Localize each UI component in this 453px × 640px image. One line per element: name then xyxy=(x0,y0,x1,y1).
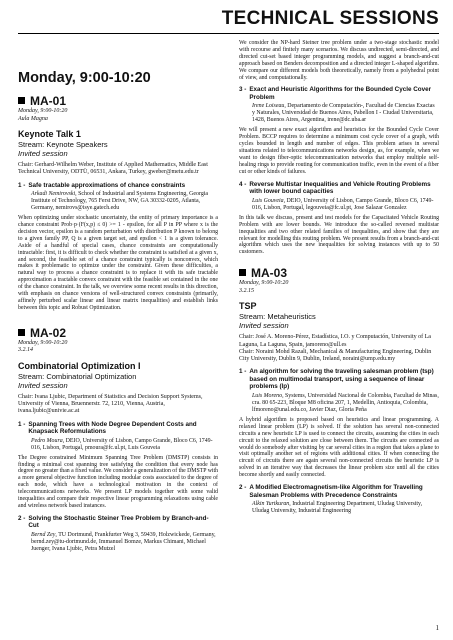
session-type: Invited session xyxy=(239,321,289,331)
talk-speaker: Irene Loiseau xyxy=(252,103,285,110)
talk-authors xyxy=(239,501,439,515)
session-stream: Stream: Metaheuristics xyxy=(239,312,316,322)
session-room: Aula Magna xyxy=(18,115,48,122)
talk-speaker: Pedro Moura xyxy=(31,437,63,444)
talk-affiliation: , DEIO, University of Lisbon, Campo Grande, Bloco C6, 1749-016, Lisbon, Portugal, legouveia@fc.ul.pt, Jose Salazar Gonzalez xyxy=(252,197,434,211)
talk-authors xyxy=(239,393,439,414)
continued-abstract: We consider the NP-hard Steiner tree problem under a two-stage stochastic model with recourse and finitely many scenarios. We discuss undirected, semi-directed, and directed cut-set based integer programming models, and suggest a branch-and-cut approach based on Benders decomposition and a directed integer L-shaped algorithm. We compare our different models both theoretically, namely from a polyhedral point of view, and computationally. xyxy=(239,40,439,81)
session-ma-01 xyxy=(18,94,218,312)
talk-title-text: An algorithm for solving the traveling salesman problem (tsp) based on multimodal transport, using a sequence of linear problems (lp) xyxy=(249,368,434,391)
talk-title-text: Spanning Trees with Node Degree Dependent Costs and Knapsack Reformulations xyxy=(28,420,197,436)
session-track: Keynote Talk 1 xyxy=(18,129,81,139)
talk-abstract: In this talk we discuss, present and test models for the Capacitated Vehicle Routing Problem with are lower bounds. We introduce the so-called reversed multistar inequalities and two other related families of inequalities, and show that they are relevant for modelling this routing problem. We present results from a branch-and-cut algorithm which uses the new inequalities for solving instances with up to 50 customers. xyxy=(239,214,439,256)
talk-title xyxy=(239,86,439,101)
session-ma-02 xyxy=(18,326,218,553)
session-stream: Stream: Combinatorial Optimization xyxy=(18,371,137,381)
talk-number: 1 - xyxy=(239,368,247,376)
talk-title xyxy=(18,421,218,436)
talk-number: 1 - xyxy=(18,420,26,428)
talk-abstract: A hybrid algorithm is proposed based on heuristics and linear programming. A relaxed linear problem (LP) is solved. If the solution has several non-connected circuits a new heuristic LP is used to connect the circuits, assuming the cities in each circuit to the relaxed solution are close between them. The circuits are connected as would do somebody after visiting by car several cities in a region that takes a plane to visit optimally another set of regions with additional cities. If when connecting the circuit of circuits there are again several non-connected circuits the heuristic LP is solved in an iterative way that decreases the linear problem size until all the cities become shortly and easily connected. xyxy=(239,416,439,479)
session-time: Monday, 9:00-10:20 xyxy=(18,339,68,346)
talk-authors xyxy=(239,103,439,124)
page-number: 1 xyxy=(435,624,439,632)
talk-speaker: Arkadi Nemirovski xyxy=(31,191,76,198)
header-title: TECHNICAL SESSIONS xyxy=(221,8,439,29)
talk-title-text: A Modified Electromagnetism-like Algorithm for Travelling Salesman Problems with Precedence Constraints xyxy=(249,484,423,499)
talk-affiliation: , DEIO, University of Lisbon, Campo Grande, Bloco C6, 1749-016, Lisbon, Portugal, pmoura@fc.ul.pt, Luis Gouveia xyxy=(31,437,213,451)
session-track: TSP xyxy=(239,301,257,312)
talk-authors xyxy=(18,191,218,212)
talk-speaker: Luis Moreno xyxy=(252,392,283,399)
talk-abstract: We will present a new exact algorithm and heuristics for the Bounded Cycle Cover Problem. BCCP requires to determine a minimum cost cycle cover of a graph, with cycles bounded in length and number of edges. This problem arises in several situations related to telecommunications networks design, as, for example, when we want to design fiber-optic telecommunication networks that employ multiple self-healing rings to provide routing for communication traffic, even in the event of a fiber cut or other kinds of failures. xyxy=(239,127,439,175)
talk-speaker: Alkin Yurtkuran xyxy=(252,501,290,508)
talk-title xyxy=(239,181,439,196)
square-bullet-icon xyxy=(18,97,25,104)
talk-title xyxy=(18,182,218,190)
talk-number: 2 - xyxy=(18,514,26,522)
talk-title xyxy=(18,515,218,530)
session-code-label: MA-03 xyxy=(251,266,288,281)
talk-authors xyxy=(239,198,439,212)
talk-title-text: Solving the Stochastic Steiner Tree Problem by Branch-and-Cut xyxy=(28,514,209,530)
talk-title xyxy=(239,368,439,391)
talk-title xyxy=(239,484,439,499)
talk-abstract: The Degree constrained Minimum Spanning Tree Problem (DMSTP) consists in finding a minimal cost spanning tree satisfying the condition that every node has degree no greater than a fixed value. We consider a generalization of the DMSTP with a more general objective function including modular costs associated to the degree of each node, which have a technological motivation in the context of telecommunications networks. We present LP models together with some valid inequalities and compare their respective linear programming relaxations using cable and wireless network based instances. xyxy=(18,454,218,510)
talk-affiliation: , School of Industrial and Systems Engineering, Georgia Institute of Technology, 765 Ferst Drive, NW, GA 30332-0205, Atlanta, Germany, nemirovs@isye.gatech.edu xyxy=(31,191,209,212)
right-column xyxy=(239,40,439,515)
session-chair: Chair: José A. Moreno-Pérez, Estadística, I.O. y Computación, University of La Laguna, La Laguna, Spain, jamoreno@ull.es xyxy=(239,334,431,348)
session-stream: Stream: Keynote Speakers xyxy=(18,140,108,149)
session-chair: Chair: Ivana Ljubic, Department of Statistics and Decision Support Systems, University of Vienna, Bruennerstr. 72, 1210, Vienna, Austria, ivana.ljubic@univie.ac.at xyxy=(18,393,203,415)
square-bullet-icon xyxy=(239,269,246,276)
session-room: 3.2.14 xyxy=(18,347,33,354)
talk-title-text: Safe tractable approximations of chance constraints xyxy=(28,181,186,189)
header-rule xyxy=(18,33,439,34)
session-code xyxy=(239,266,439,280)
talk-affiliation: , Systems, Universidad Nacional de Colombia, Facultad de Minas, cra. 80 65-223, Bloque M8 oficina 207, 1, Medellin, Antioquia, Colombia, lfmoreno@unal.edu.co, Javier Diaz, Gloria Peña xyxy=(252,392,439,413)
session-track: Combinatorial Optimization I xyxy=(18,360,141,371)
talk-affiliation: , Departamento de Computación-, Facultad de Ciencias Exactas y Naturales, Universidad de Buenos Aires, Pabellon I - Ciudad Universitaria, 1428, Buenos Aires, Argentina, irene@dc.uba.ar xyxy=(252,103,435,124)
session-chair-2: Chair: Noraini Mohd Razali, Mechanical & Manufacturing Engineering, Dublin City University, Dublin 9, Dublin, Ireland, noraini@ump.edu.my xyxy=(239,348,432,363)
square-bullet-icon xyxy=(18,329,25,336)
talk-affiliation: , TU Dortmund, Frankfurter Weg 3, 59439, Holzwickede, Germany, bernd.zey@tu-dortmund.de, Immanuel Bomze, Markus Chimani, Michael Juenger, Ivana Ljubic, Petra Mutzel xyxy=(31,531,216,552)
session-code xyxy=(18,94,218,108)
talk-speaker: Bernd Zey xyxy=(31,531,56,538)
talk-number: 3 - xyxy=(239,86,247,94)
day-heading: Monday, 9:00-10:20 xyxy=(18,70,151,86)
talk-title-text: Exact and Heuristic Algorithms for the Bounded Cycle Cover Problem xyxy=(249,86,432,101)
session-code-label: MA-02 xyxy=(30,325,67,340)
talk-authors xyxy=(18,438,218,452)
talk-number: 4 - xyxy=(239,180,247,188)
session-time: Monday, 9:00-10:20 xyxy=(239,280,289,287)
session-chair: Chair: Gerhard-Wilhelm Weber, Institute of Applied Mathematics, Middle East Technical University, ODTÜ, 06531, Ankara, Turkey, gweber@metu.edu.tr xyxy=(18,162,208,176)
left-column xyxy=(18,40,218,553)
session-type: Invited session xyxy=(18,149,68,158)
session-ma-03 xyxy=(239,266,439,515)
talk-title-text: Reverse Multistar Inequalities and Vehicle Routing Problems with lower bound capacities xyxy=(249,180,431,196)
talk-authors xyxy=(18,532,218,553)
session-type: Invited session xyxy=(18,380,68,390)
session-time: Monday, 9:00-10:20 xyxy=(18,108,68,114)
session-code-label: MA-01 xyxy=(30,94,67,108)
session-room: 3.2.15 xyxy=(239,287,254,294)
talk-speaker: Luis Gouveia xyxy=(252,197,284,204)
talk-number: 2 - xyxy=(239,484,247,492)
talk-affiliation: , Industrial Engineering Department, Uludag University, Uludag University, Industrial Engineering xyxy=(252,501,423,515)
session-code xyxy=(18,326,218,340)
talk-number: 1 - xyxy=(18,181,26,189)
talk-abstract: When optimizing under stochastic uncertainty, the entity of primary importance is a chance constraint Prob·p·(F(x,p) ≤ 0) >= 1 - epsilon, for all P in PP where x is the decision vector, epsilon is a random perturbation with distribution P known to belong to a given family PP, Q is a given target set, and epsilon < 1 is a given tolerance. Aside of a handful of special cases, chance constraints are computationally intractable: first, it is difficult to check whether the constraint is satisfied at a given x, and second, the feasible set of a chance constraint typically is nonconvex, which makes it problematic to optimize under the constraint. Given these difficulties, a natural way to process a chance constraint is to replace it with its safe tractable approximation a tractable convex constraint with the feasible set contained in the one of the chance constraint. In the talk, we overview some recent results in this direction, with emphasis on chance versions of well-structured convex constraints (primarily, affinely perturbed scalar linear and linear matrix inequalities) and establish links between this topic and Robust Optimization. xyxy=(18,215,218,311)
